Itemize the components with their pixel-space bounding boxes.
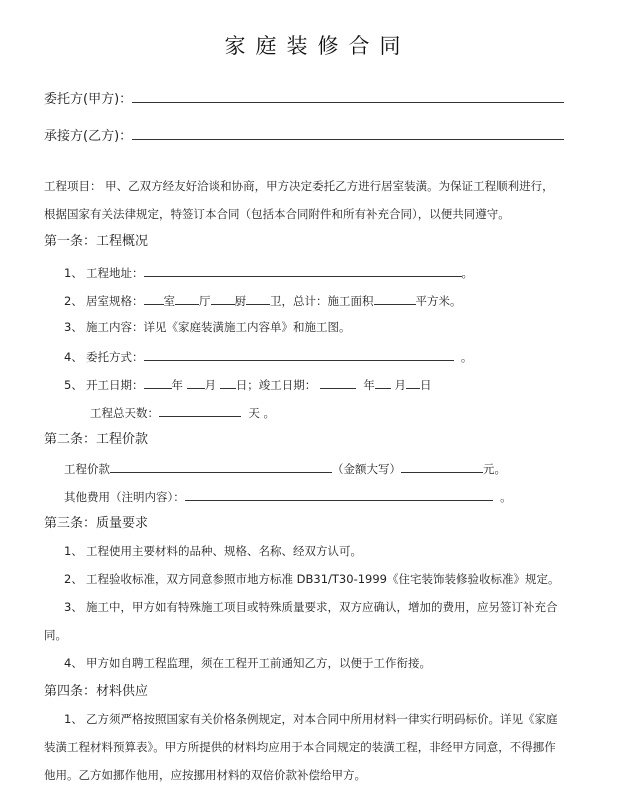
blank [406,376,420,389]
s4-item-1-cont-1: 装潢工程材料预算表》。甲方所提供的材料均应用于本合同规定的装潢工程，非经甲方同意，不得挪作 [44,740,556,754]
item-number: 1、 [64,544,83,558]
address-blank [144,264,462,277]
s3-item-3 [64,600,558,614]
days-blank [159,404,241,417]
other-blank [185,488,493,501]
item-end: 。 [460,350,473,364]
item-number: 2、 [64,294,83,308]
item-label: 开工日期： [86,378,144,392]
section-1-title: 第一条：工程概况 [44,234,149,249]
document-title: 家庭装修合同 [224,34,411,58]
unit-text: 日 [419,378,432,392]
party-a-line [44,90,564,108]
party-a-blank [132,90,564,103]
s3-item-3-cont: 同。 [44,628,67,642]
unit-text: 厨 [234,294,246,308]
blank [144,292,164,305]
unit-text: 室 [163,294,175,308]
blank [220,376,236,389]
item-text: 工程使用主要材料的品种、规格、名称、经双方认可。 [86,544,362,558]
s4-item-1-cont-2: 他用。乙方如挪作他用，应按挪用材料的双倍价款补偿给甲方。 [44,768,366,782]
s1-item-1 [64,264,473,280]
blank [211,292,235,305]
item-text: （金额大写） [332,462,401,476]
item-number: 2、 [64,572,83,586]
unit-text: 年 [171,378,183,392]
blank [144,376,172,389]
item-text: 施工内容：详见《家庭装潢施工内容单》和施工图。 [86,320,351,334]
item-text: 乙方须严格按照国家有关价格条例规定，对本合同中所用材料一律实行明码标价。详见《家庭 [86,712,558,726]
item-end: 。 [500,490,512,504]
s1-item-2 [64,292,462,308]
s1-total-days [90,404,275,420]
s1-item-3 [64,320,351,334]
s1-item-5 [64,376,431,392]
item-number: 5、 [64,378,83,392]
s2-other [64,488,512,504]
entrust-blank [144,348,454,361]
item-text: 施工中，甲方如有特殊施工项目或特殊质量要求，双方应确认，增加的费用，应另签订补充合 [86,600,558,614]
unit-text: 年 [363,378,375,392]
section-3-title: 第三条：质量要求 [44,516,149,531]
unit-text: 卫，总计：施工面积 [270,294,374,308]
item-text: 甲方如自聘工程监理，须在工程开工前通知乙方，以便于工作衔接。 [86,656,431,670]
s1-item-4 [64,348,472,364]
unit-text: 元。 [483,462,506,476]
blank [320,376,356,389]
item-number: 4、 [64,656,83,670]
item-number: 1、 [64,712,83,726]
section-4-title: 第四条：材料供应 [44,684,149,699]
item-number: 1、 [64,266,83,280]
party-b-label: 承接方(乙方)： [44,129,133,144]
blank [375,376,391,389]
unit-text: 月 [394,378,406,392]
item-text: 工程验收标准，双方同意参照市地方标准 DB31/T30-1999《住宅装饰装修验收标准》规定。 [86,572,560,586]
item-label: 居室规格： [86,294,144,308]
s2-price [64,460,506,476]
s3-item-4 [64,656,431,670]
item-number: 3、 [64,320,83,334]
price-caps-blank [401,460,483,473]
s3-item-2 [64,572,559,586]
item-label: 其他费用（注明内容）： [64,490,185,504]
section-2-title: 第二条：工程价款 [44,432,149,447]
unit-text: 日；竣工日期： [235,378,317,392]
item-end: 。 [461,266,473,280]
area-blank [374,292,416,305]
blank [246,292,270,305]
s4-item-1 [64,712,558,726]
party-b-blank [132,127,564,140]
item-label: 委托方式： [86,350,144,364]
unit-text: 天 。 [248,406,275,420]
blank [175,292,199,305]
item-label: 工程地址： [86,266,144,280]
item-number: 3、 [64,600,83,614]
unit-text: 月 [204,378,217,392]
price-blank [110,460,332,473]
intro-line-1: 工程项目： 甲、乙双方经友好洽谈和协商，甲方决定委托乙方进行居室装潢。为保证工程顺利进行， [44,179,554,193]
unit-text: 厅 [199,294,211,308]
item-label: 工程总天数： [90,406,159,420]
unit-text: 平方米。 [415,294,462,308]
party-b-line [44,127,564,145]
item-number: 4、 [64,350,83,364]
party-a-label: 委托方(甲方)： [44,92,133,107]
intro-line-2: 根据国家有关法律规定，特签订本合同（包括本合同附件和所有补充合同），以便共同遵守。 [44,207,510,221]
item-label: 工程价款 [64,462,110,476]
s3-item-1 [64,544,362,558]
blank [187,376,205,389]
